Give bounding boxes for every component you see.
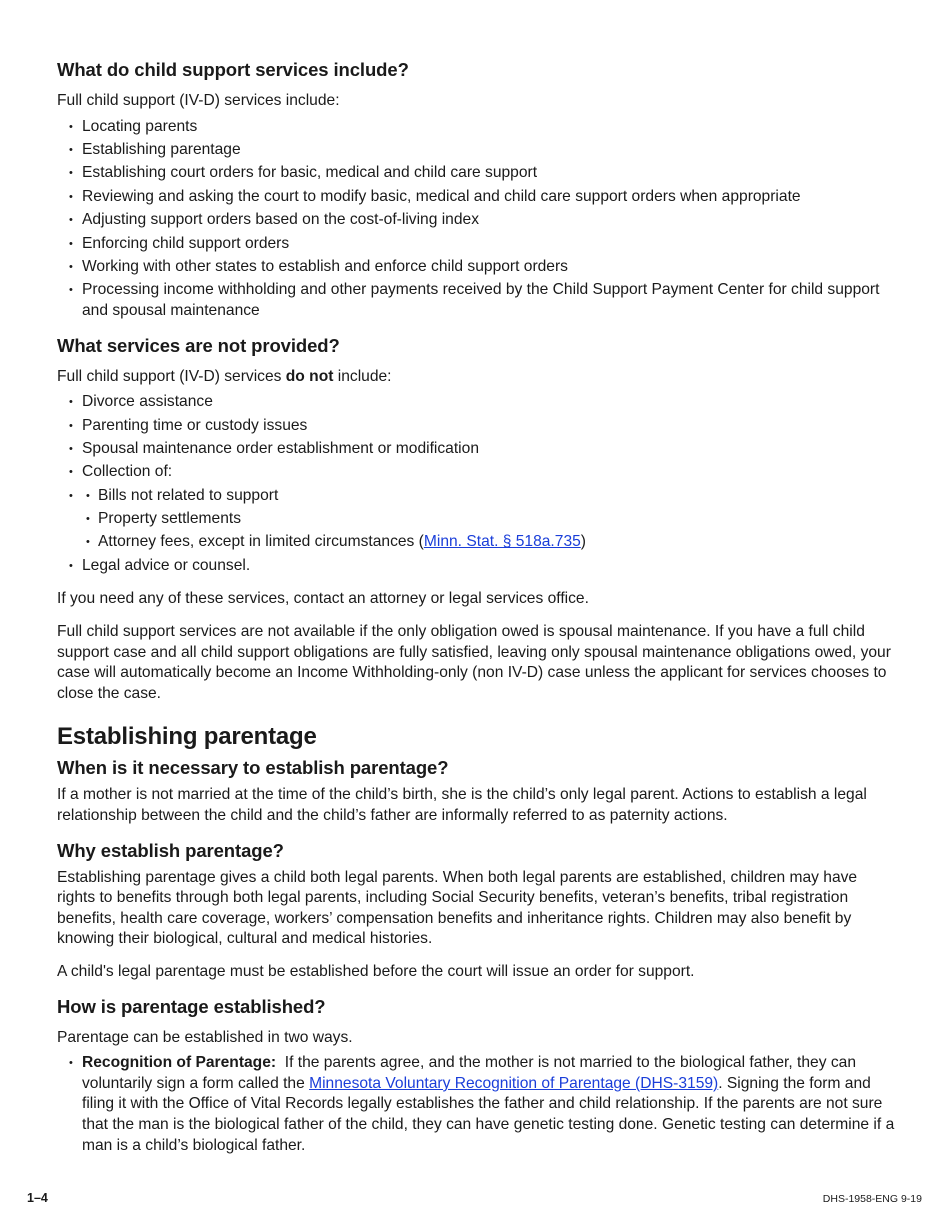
list-item: • Legal advice or counsel.	[57, 556, 897, 577]
recognition-of-parentage-item: • Recognition of Parentage: If the parents agree, and the mother is not married to the biological father, they can voluntarily sign a form called the Minnesota Voluntary Recognition of Parentage (DHS-3159). Signing the form and filing it with the Office of Vital Records legally establishes the father and child relationship. If the parents are not sure that the man is the biological father of the child, they can have genetic testing done. Genetic testing can determine if a man is a child’s biological father.	[57, 1053, 897, 1156]
how-established-intro: Parentage can be established in two ways.	[57, 1028, 353, 1046]
list-item: • Divorce assistance	[57, 392, 897, 413]
page-number: 1–4	[27, 1191, 48, 1205]
sublist-item-attorney-fees: • Attorney fees, except in limited circumstances (Minn. Stat. § 518a.735)	[57, 532, 897, 553]
list-item: • Reviewing and asking the court to modify basic, medical and child care support orders when appropriate	[57, 187, 897, 208]
recognition-form-link[interactable]: Minnesota Voluntary Recognition of Parentage (DHS-3159)	[309, 1074, 719, 1092]
recognition-label: Recognition of Parentage:	[82, 1054, 277, 1072]
list-item: • Establishing court orders for basic, medical and child care support	[57, 163, 897, 184]
list-item: • Working with other states to establish and enforce child support orders	[57, 257, 897, 278]
list-item: • Parenting time or custody issues	[57, 416, 897, 437]
list-item: • Adjusting support orders based on the cost-of-living index	[57, 210, 897, 231]
services-include-list	[57, 117, 897, 322]
list-item: • Establishing parentage	[57, 140, 897, 161]
collection-sublist	[57, 486, 897, 553]
contact-attorney-text: If you need any of these services, contact an attorney or legal services office.	[57, 590, 589, 608]
sublist-item: • • Bills not related to support	[57, 486, 897, 507]
section-heading-not-provided: What services are not provided?	[57, 334, 340, 356]
not-provided-intro: Full child support (IV-D) services do not include:	[57, 367, 392, 385]
list-item: • Processing income withholding and other payments received by the Child Support Payment Center for child support and spousal maintenance	[57, 280, 897, 321]
list-item: • Collection of:	[57, 462, 897, 483]
sublist-item: • Property settlements	[57, 509, 897, 530]
section-heading-when-necessary: When is it necessary to establish parentage?	[57, 757, 449, 779]
list-item: • Spousal maintenance order establishment or modification	[57, 439, 897, 460]
sublist-container	[57, 486, 897, 553]
when-necessary-text: If a mother is not married at the time of the child’s birth, she is the child’s only legal parent. Actions to establish a legal relationship between the child and the child’s father are informally referred to as paternity actions.	[57, 786, 867, 824]
section-heading-services-include: What do child support services include?	[57, 59, 409, 80]
list-item: • Locating parents	[57, 117, 897, 138]
form-id: DHS-1958-ENG 9-19	[822, 1193, 922, 1205]
how-established-list	[57, 1053, 897, 1156]
list-item: • Enforcing child support orders	[57, 234, 897, 255]
section-heading-why-establish: Why establish parentage?	[57, 839, 284, 861]
not-provided-list	[57, 392, 897, 576]
why-establish-text: Establishing parentage gives a child both legal parents. When both legal parents are established, children may have rights to benefits through both legal parents, including Social Security benefits, veteran’s benefits, tribal registration benefits, health care coverage, workers’ compensation benefits and inheritance rights. Children may also benefit by knowing their biological, cultural and medical histories.	[57, 868, 858, 948]
emphasis-do-not: do not	[285, 367, 334, 385]
order-support-text: A child's legal parentage must be established before the court will issue an order for support.	[57, 962, 695, 980]
section-heading-how-established: How is parentage established?	[57, 995, 326, 1017]
minn-stat-link[interactable]: Minn. Stat. § 518a.735	[423, 533, 581, 551]
document-body	[57, 58, 897, 1159]
services-include-intro: Full child support (IV-D) services include:	[57, 92, 340, 109]
establishing-parentage-title: Establishing parentage	[57, 723, 317, 751]
spousal-maintenance-text: Full child support services are not available if the only obligation owed is spousal maintenance. If you have a full child support case and all child support obligations are fully satisfied, leaving only spousal maintenance obligations owed, your case will automatically become an Income Withholding-only (non IV-D) case unless the applicant for services chooses to close the case.	[57, 623, 891, 702]
